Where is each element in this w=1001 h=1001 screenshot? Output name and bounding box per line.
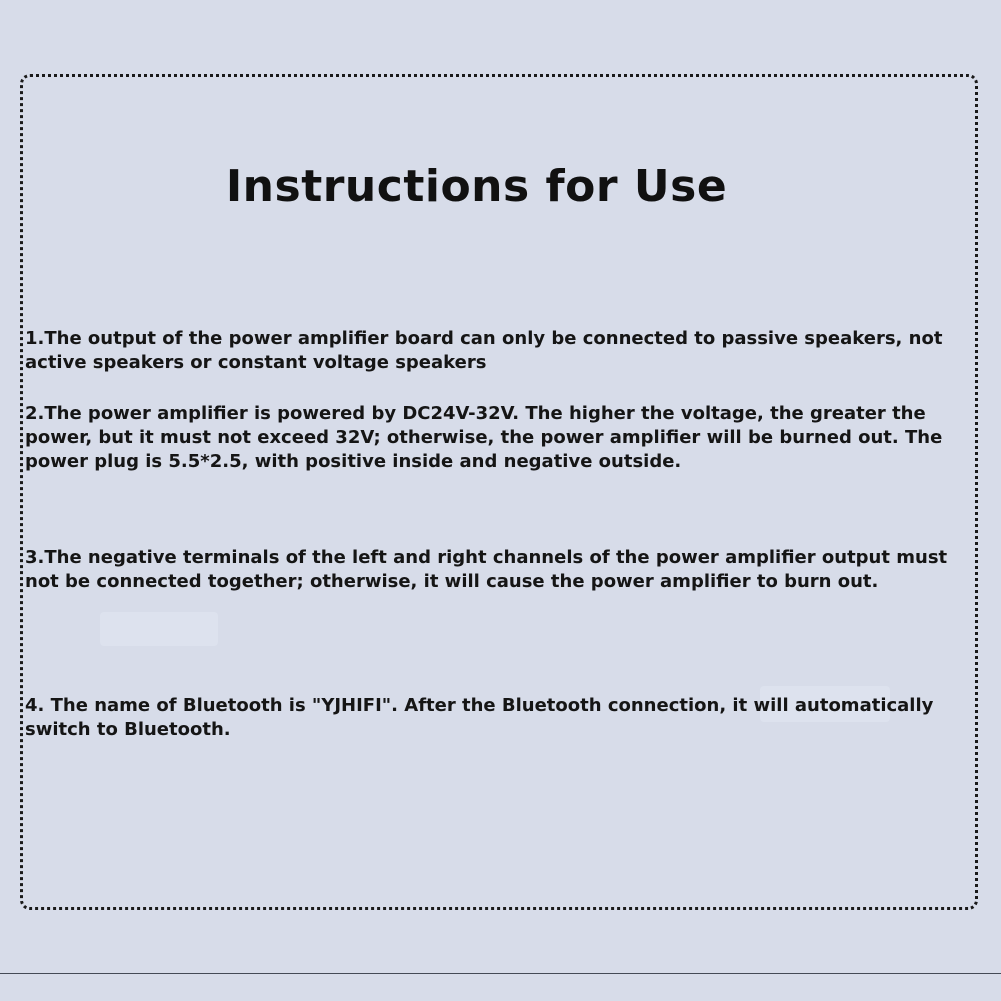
instruction-item-4: 4. The name of Bluetooth is "YJHIFI". After the Bluetooth connection, it will automatically switch to Bluetooth. xyxy=(25,695,934,740)
bottom-divider xyxy=(0,973,1001,974)
instruction-item-2: 2.The power amplifier is powered by DC24V-32V. The higher the voltage, the greater the power, but it must not exceed 32V; otherwise, the power amplifier will be burned out. The power plug is 5.5*2.5, with positive inside and negative outside. xyxy=(25,403,943,472)
instruction-item-1: 1.The output of the power amplifier board can only be connected to passive speakers, not active speakers or constant voltage speakers xyxy=(25,328,943,373)
page-title: Instructions for Use xyxy=(225,161,728,212)
instruction-item-3: 3.The negative terminals of the left and right channels of the power amplifier output must not be connected together; otherwise, it will cause the power amplifier to burn out. xyxy=(25,547,948,592)
